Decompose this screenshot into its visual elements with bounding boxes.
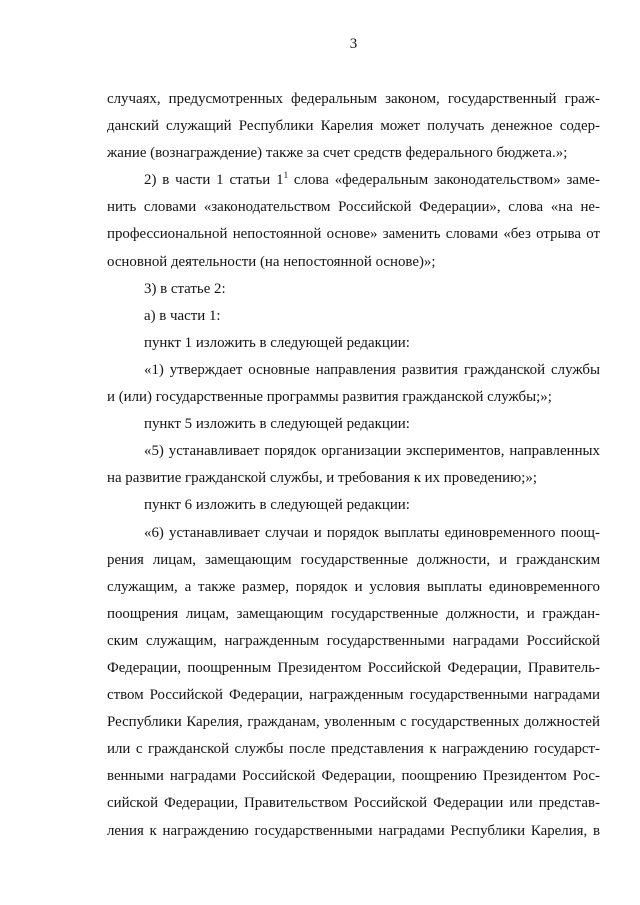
text-segment: 2) в части 1 статьи 1 <box>144 172 284 189</box>
superscript: 1 <box>283 170 289 181</box>
text-line <box>107 167 600 194</box>
text-line: Республики Карелия, гражданам, уволенным с государственных должностей <box>107 714 600 731</box>
page-number: 3 <box>349 36 358 52</box>
text-line: «5) устанавливает порядок организации экспериментов, направленных <box>144 443 600 460</box>
text-line: и (или) государственные программы развития гражданской службы;»; <box>107 389 552 406</box>
text-line: поощрения лицам, замещающим государственные должности, и граждан- <box>107 605 600 622</box>
text-line: венными наградами Российской Федерации, поощрению Президентом Рос- <box>107 768 600 785</box>
text-line: а) в части 1: <box>144 307 221 324</box>
text-line: рения лицам, замещающим государственные должности, и гражданским <box>107 551 600 568</box>
text-line: служащим, а также размер, порядок и условия выплаты единовременного <box>107 578 600 595</box>
text-line: жание (вознаграждение) также за счет средств федерального бюджета.»; <box>107 145 568 162</box>
text-line: ления к награждению государственными наградами Республики Карелия, в <box>107 822 600 839</box>
text-line: на развитие гражданской службы, и требования к их проведению;»; <box>107 470 537 487</box>
text-line: «1) утверждает основные направления развития гражданской службы <box>144 361 600 378</box>
text-line: основной деятельности (на непостоянной основе)»; <box>107 253 436 270</box>
text-line: нить словами «законодательством Российской Федерации», слова «на не- <box>107 199 600 216</box>
text-line: случаях, предусмотренных федеральным законом, государственный граж- <box>107 91 600 107</box>
text-line: 3) в статье 2: <box>144 280 226 297</box>
text-line: данский служащий Республики Карелия может получать денежное содер- <box>107 118 600 135</box>
text-line: профессиональной непостоянной основе» заменить словами «без отрыва от <box>107 226 600 243</box>
document-body <box>107 86 600 845</box>
text-line: или с гражданской службы после представления к награждению государст- <box>107 741 600 758</box>
text-line: пункт 5 изложить в следующей редакции: <box>144 416 410 433</box>
text-line: «6) устанавливает случаи и порядок выплаты единовременного поощ- <box>144 524 600 541</box>
text-line: ством Российской Федерации, награжденным государственными наградами <box>107 687 600 704</box>
text-line: сийской Федерации, Правительством Российской Федерации или представ- <box>107 795 600 812</box>
text-line: пункт 1 изложить в следующей редакции: <box>144 334 410 351</box>
text-line: ским служащим, награжденным государственными наградами Российской <box>107 632 600 649</box>
text-line: пункт 6 изложить в следующей редакции: <box>144 497 410 514</box>
text-segment: слова «федеральным законодательством» заме- <box>288 172 600 189</box>
text-line: Федерации, поощренным Президентом Российской Федерации, Правитель- <box>107 659 600 676</box>
